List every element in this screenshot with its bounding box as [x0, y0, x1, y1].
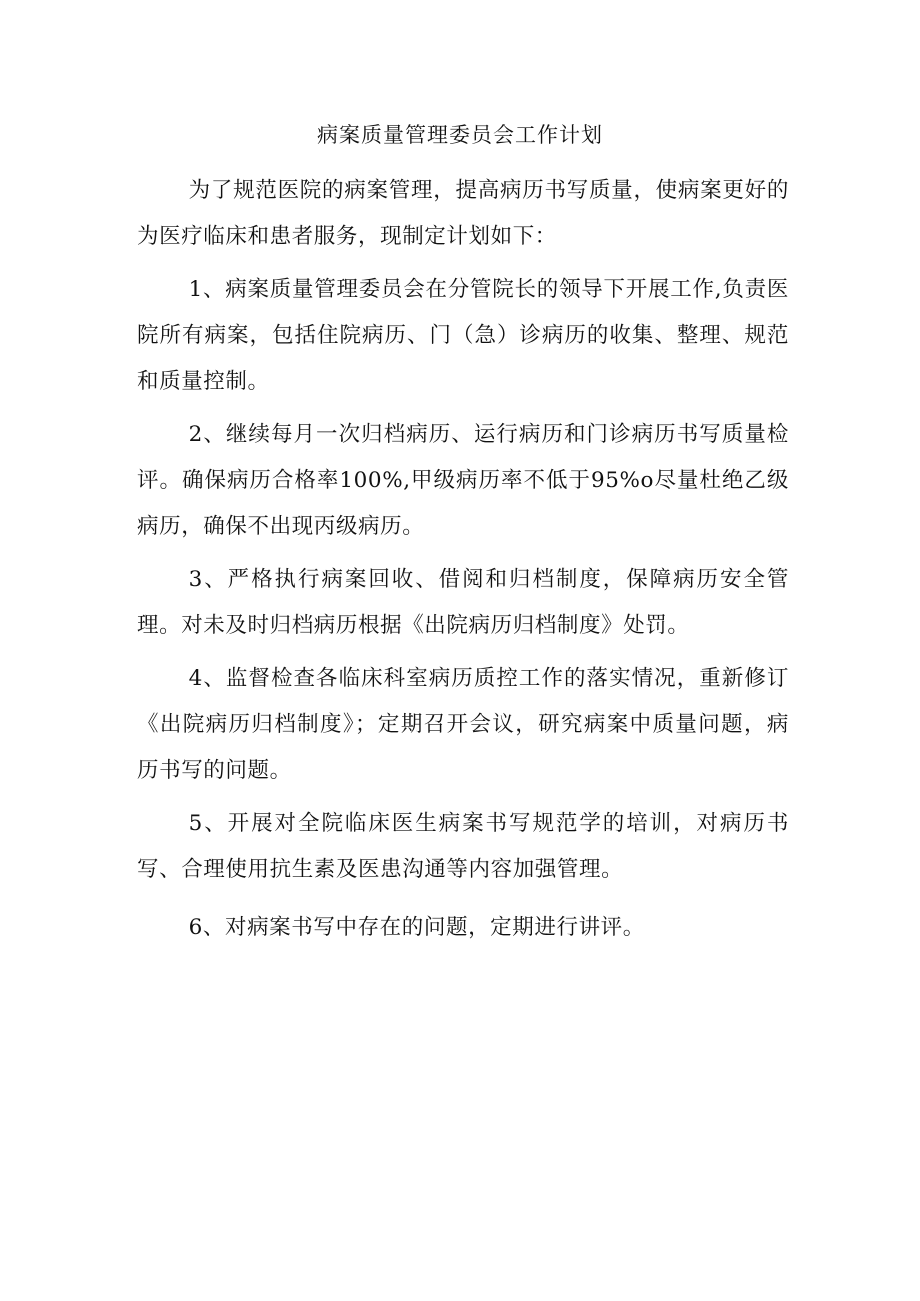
plan-item-5: 5、开展对全院临床医生病案书写规范学的培训，对病历书写、合理使用抗生素及医患沟通等内容加强管理。 [137, 811, 789, 882]
plan-item-1: 1、病案质量管理委员会在分管院长的领导下开展工作,负责医院所有病案，包括住院病历、门（急）诊病历的收集、整理、规范和质量控制。 [137, 277, 789, 394]
plan-item-3: 3、严格执行病案回收、借阅和归档制度，保障病历安全管理。对未及时归档病历根据《出院病历归档制度》处罚。 [137, 567, 789, 638]
plan-item-6: 6、对病案书写中存在的问题，定期进行讲评。 [188, 915, 645, 940]
plan-item-2: 2、继续每月一次归档病历、运行病历和门诊病历书写质量检评。确保病历合格率100%,甲级病历率不低于95%o尽量杜绝乙级病历，确保不出现丙级病历。 [137, 422, 789, 539]
document-body [137, 168, 789, 958]
plan-item-4: 4、监督检查各临床科室病历质控工作的落实情况，重新修订《出院病历归档制度》；定期召开会议，研究病案中质量问题，病历书写的问题。 [137, 666, 789, 783]
intro-paragraph: 为了规范医院的病案管理，提高病历书写质量，使病案更好的为医疗临床和患者服务，现制定计划如下： [137, 178, 789, 249]
document-title: 病案质量管理委员会工作计划 [317, 123, 603, 147]
